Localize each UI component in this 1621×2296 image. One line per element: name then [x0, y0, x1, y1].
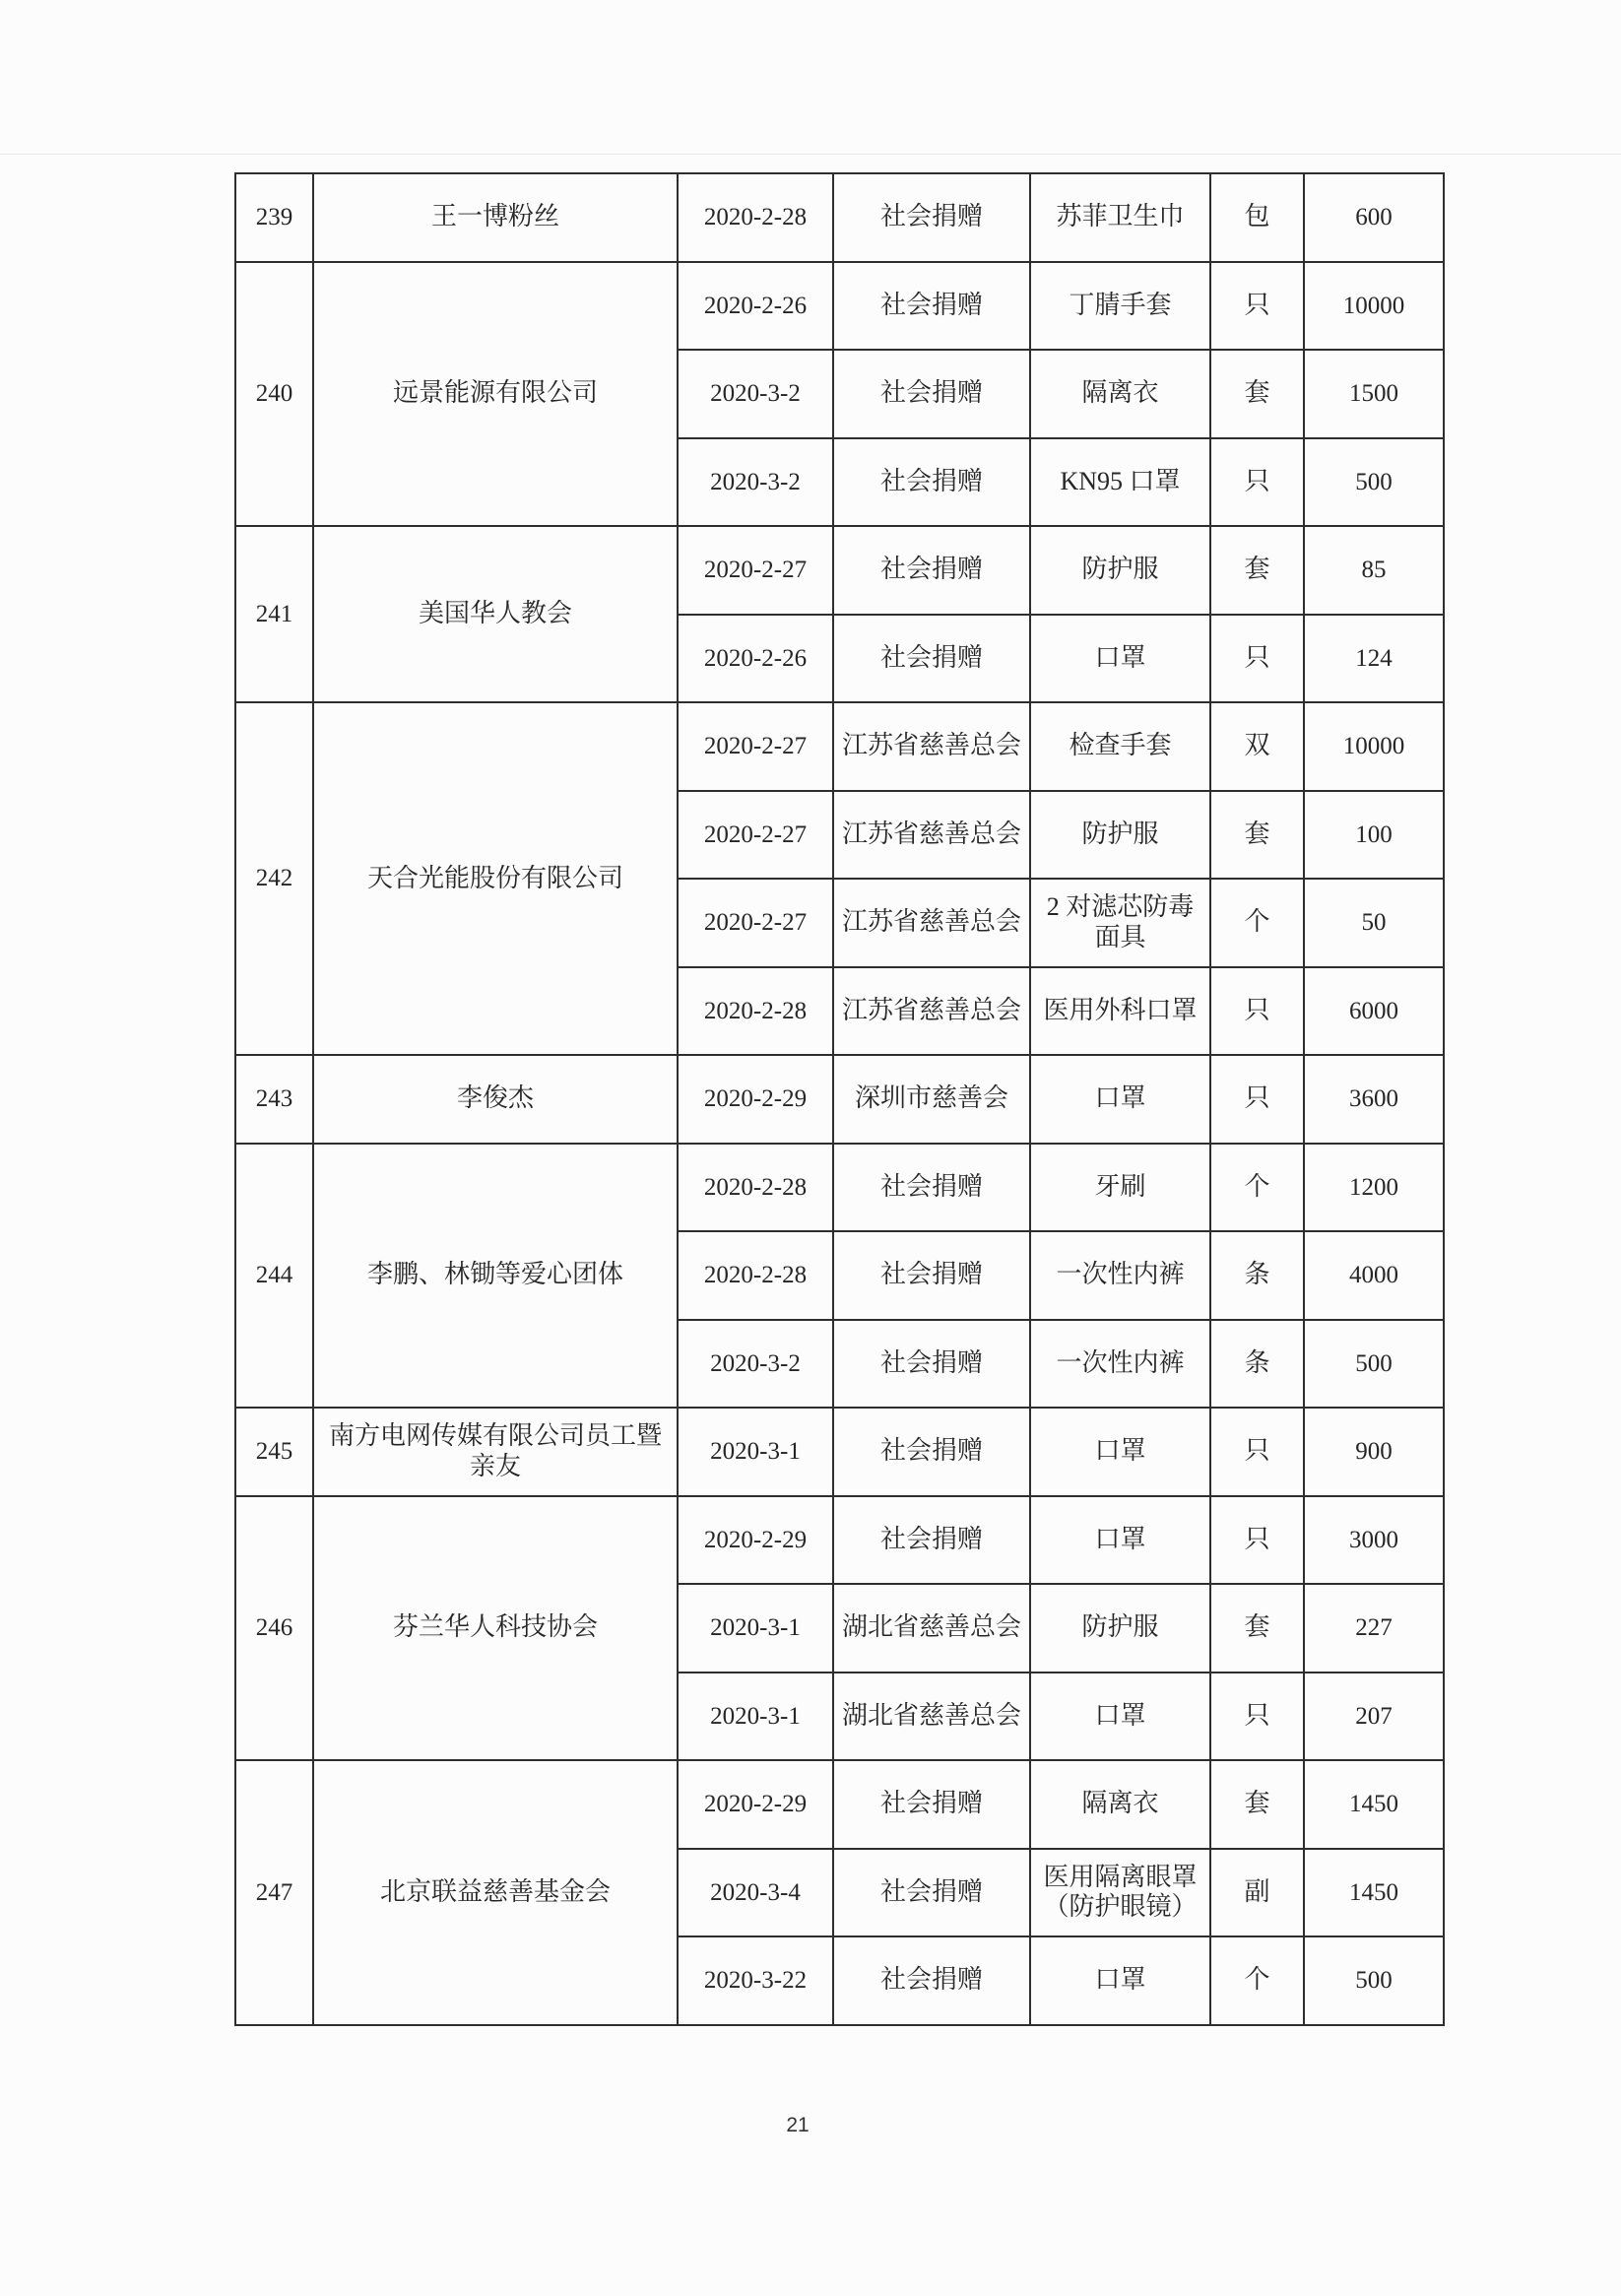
- unit-cell: 只: [1210, 967, 1304, 1056]
- item-name-cell: 2 对滤芯防毒面具: [1030, 879, 1210, 967]
- item-name-cell: 检查手套: [1030, 702, 1210, 791]
- quantity-cell: 85: [1304, 526, 1444, 615]
- donor-name-cell: 李俊杰: [313, 1055, 678, 1144]
- donation-date-cell: 2020-2-27: [678, 526, 833, 615]
- donation-channel-cell: 社会捐赠: [833, 1849, 1030, 1937]
- donation-date-cell: 2020-2-28: [678, 1144, 833, 1232]
- item-name-cell: 丁腈手套: [1030, 262, 1210, 351]
- item-name-cell: 口罩: [1030, 1408, 1210, 1496]
- unit-cell: 个: [1210, 1936, 1304, 2025]
- item-name-cell: 隔离衣: [1030, 1760, 1210, 1849]
- item-name-cell: 防护服: [1030, 1584, 1210, 1673]
- table-row: [235, 173, 1444, 262]
- donation-channel-cell: 江苏省慈善总会: [833, 791, 1030, 880]
- quantity-cell: 1450: [1304, 1849, 1444, 1937]
- serial-number-cell: 239: [235, 173, 313, 262]
- item-name-cell: 口罩: [1030, 1936, 1210, 2025]
- donation-channel-cell: 湖北省慈善总会: [833, 1673, 1030, 1761]
- quantity-cell: 100: [1304, 791, 1444, 880]
- serial-number-cell: 246: [235, 1496, 313, 1761]
- donation-date-cell: 2020-2-27: [678, 879, 833, 967]
- donation-date-cell: 2020-2-28: [678, 173, 833, 262]
- donation-date-cell: 2020-2-27: [678, 702, 833, 791]
- donation-channel-cell: 社会捐赠: [833, 1144, 1030, 1232]
- serial-number-cell: 247: [235, 1760, 313, 2025]
- donation-date-cell: 2020-3-1: [678, 1584, 833, 1673]
- donation-date-cell: 2020-2-29: [678, 1496, 833, 1585]
- donor-name-cell: 北京联益慈善基金会: [313, 1760, 678, 2025]
- donation-date-cell: 2020-2-29: [678, 1055, 833, 1144]
- unit-cell: 只: [1210, 438, 1304, 527]
- donor-name-cell: 南方电网传媒有限公司员工暨亲友: [313, 1408, 678, 1496]
- donation-channel-cell: 社会捐赠: [833, 1408, 1030, 1496]
- donor-name-cell: 美国华人教会: [313, 526, 678, 702]
- item-name-cell: 口罩: [1030, 1496, 1210, 1585]
- donation-date-cell: 2020-3-2: [678, 1320, 833, 1409]
- item-name-cell: 隔离衣: [1030, 350, 1210, 438]
- donor-name-cell: 王一博粉丝: [313, 173, 678, 262]
- item-name-cell: 防护服: [1030, 791, 1210, 880]
- donation-channel-cell: 江苏省慈善总会: [833, 879, 1030, 967]
- item-name-cell: 医用隔离眼罩（防护眼镜）: [1030, 1849, 1210, 1937]
- quantity-cell: 1500: [1304, 350, 1444, 438]
- quantity-cell: 3000: [1304, 1496, 1444, 1585]
- table-row: [235, 526, 1444, 615]
- quantity-cell: 50: [1304, 879, 1444, 967]
- quantity-cell: 3600: [1304, 1055, 1444, 1144]
- donation-table: [234, 172, 1445, 2026]
- unit-cell: 个: [1210, 1144, 1304, 1232]
- table-row: [235, 262, 1444, 351]
- donor-name-cell: 天合光能股份有限公司: [313, 702, 678, 1055]
- quantity-cell: 900: [1304, 1408, 1444, 1496]
- unit-cell: 双: [1210, 702, 1304, 791]
- unit-cell: 套: [1210, 791, 1304, 880]
- donation-channel-cell: 社会捐赠: [833, 1320, 1030, 1409]
- donation-date-cell: 2020-3-4: [678, 1849, 833, 1937]
- unit-cell: 只: [1210, 1673, 1304, 1761]
- donation-date-cell: 2020-2-28: [678, 967, 833, 1056]
- item-name-cell: KN95 口罩: [1030, 438, 1210, 527]
- unit-cell: 套: [1210, 1760, 1304, 1849]
- donation-channel-cell: 江苏省慈善总会: [833, 967, 1030, 1056]
- quantity-cell: 227: [1304, 1584, 1444, 1673]
- item-name-cell: 防护服: [1030, 526, 1210, 615]
- serial-number-cell: 240: [235, 262, 313, 527]
- donation-channel-cell: 江苏省慈善总会: [833, 702, 1030, 791]
- donation-date-cell: 2020-2-29: [678, 1760, 833, 1849]
- table-body: [235, 173, 1444, 2025]
- unit-cell: 只: [1210, 262, 1304, 351]
- item-name-cell: 一次性内裤: [1030, 1231, 1210, 1320]
- donation-channel-cell: 社会捐赠: [833, 526, 1030, 615]
- donation-channel-cell: 社会捐赠: [833, 615, 1030, 703]
- donation-channel-cell: 社会捐赠: [833, 1231, 1030, 1320]
- quantity-cell: 10000: [1304, 702, 1444, 791]
- donation-date-cell: 2020-3-2: [678, 350, 833, 438]
- donor-name-cell: 李鹏、林锄等爱心团体: [313, 1144, 678, 1409]
- quantity-cell: 207: [1304, 1673, 1444, 1761]
- quantity-cell: 500: [1304, 1936, 1444, 2025]
- table-row: [235, 702, 1444, 791]
- item-name-cell: 一次性内裤: [1030, 1320, 1210, 1409]
- item-name-cell: 口罩: [1030, 1673, 1210, 1761]
- donation-date-cell: 2020-3-1: [678, 1673, 833, 1761]
- quantity-cell: 6000: [1304, 967, 1444, 1056]
- quantity-cell: 600: [1304, 173, 1444, 262]
- unit-cell: 只: [1210, 615, 1304, 703]
- donation-date-cell: 2020-2-26: [678, 615, 833, 703]
- item-name-cell: 牙刷: [1030, 1144, 1210, 1232]
- donation-channel-cell: 深圳市慈善会: [833, 1055, 1030, 1144]
- serial-number-cell: 244: [235, 1144, 313, 1409]
- table-row: [235, 1408, 1444, 1496]
- quantity-cell: 500: [1304, 438, 1444, 527]
- table-row: [235, 1144, 1444, 1232]
- donation-channel-cell: 社会捐赠: [833, 438, 1030, 527]
- donation-date-cell: 2020-3-22: [678, 1936, 833, 2025]
- donation-channel-cell: 社会捐赠: [833, 350, 1030, 438]
- donor-name-cell: 远景能源有限公司: [313, 262, 678, 527]
- donation-date-cell: 2020-2-27: [678, 791, 833, 880]
- donation-channel-cell: 社会捐赠: [833, 262, 1030, 351]
- serial-number-cell: 243: [235, 1055, 313, 1144]
- donation-date-cell: 2020-3-1: [678, 1408, 833, 1496]
- item-name-cell: 口罩: [1030, 1055, 1210, 1144]
- unit-cell: 副: [1210, 1849, 1304, 1937]
- donation-channel-cell: 社会捐赠: [833, 1496, 1030, 1585]
- unit-cell: 套: [1210, 526, 1304, 615]
- donation-date-cell: 2020-2-28: [678, 1231, 833, 1320]
- unit-cell: 只: [1210, 1055, 1304, 1144]
- serial-number-cell: 245: [235, 1408, 313, 1496]
- unit-cell: 条: [1210, 1231, 1304, 1320]
- quantity-cell: 4000: [1304, 1231, 1444, 1320]
- table-row: [235, 1760, 1444, 1849]
- page-number: 21: [786, 2114, 810, 2136]
- scan-edge-divider: [0, 154, 1621, 155]
- donation-channel-cell: 社会捐赠: [833, 173, 1030, 262]
- unit-cell: 包: [1210, 173, 1304, 262]
- serial-number-cell: 241: [235, 526, 313, 702]
- item-name-cell: 苏菲卫生巾: [1030, 173, 1210, 262]
- table-row: [235, 1055, 1444, 1144]
- quantity-cell: 1200: [1304, 1144, 1444, 1232]
- donation-channel-cell: 湖北省慈善总会: [833, 1584, 1030, 1673]
- quantity-cell: 500: [1304, 1320, 1444, 1409]
- quantity-cell: 10000: [1304, 262, 1444, 351]
- quantity-cell: 1450: [1304, 1760, 1444, 1849]
- serial-number-cell: 242: [235, 702, 313, 1055]
- unit-cell: 只: [1210, 1408, 1304, 1496]
- donation-channel-cell: 社会捐赠: [833, 1936, 1030, 2025]
- donor-name-cell: 芬兰华人科技协会: [313, 1496, 678, 1761]
- unit-cell: 个: [1210, 879, 1304, 967]
- unit-cell: 条: [1210, 1320, 1304, 1409]
- donation-channel-cell: 社会捐赠: [833, 1760, 1030, 1849]
- unit-cell: 套: [1210, 1584, 1304, 1673]
- donation-date-cell: 2020-3-2: [678, 438, 833, 527]
- table-row: [235, 1496, 1444, 1585]
- donation-date-cell: 2020-2-26: [678, 262, 833, 351]
- unit-cell: 只: [1210, 1496, 1304, 1585]
- item-name-cell: 口罩: [1030, 615, 1210, 703]
- item-name-cell: 医用外科口罩: [1030, 967, 1210, 1056]
- quantity-cell: 124: [1304, 615, 1444, 703]
- unit-cell: 套: [1210, 350, 1304, 438]
